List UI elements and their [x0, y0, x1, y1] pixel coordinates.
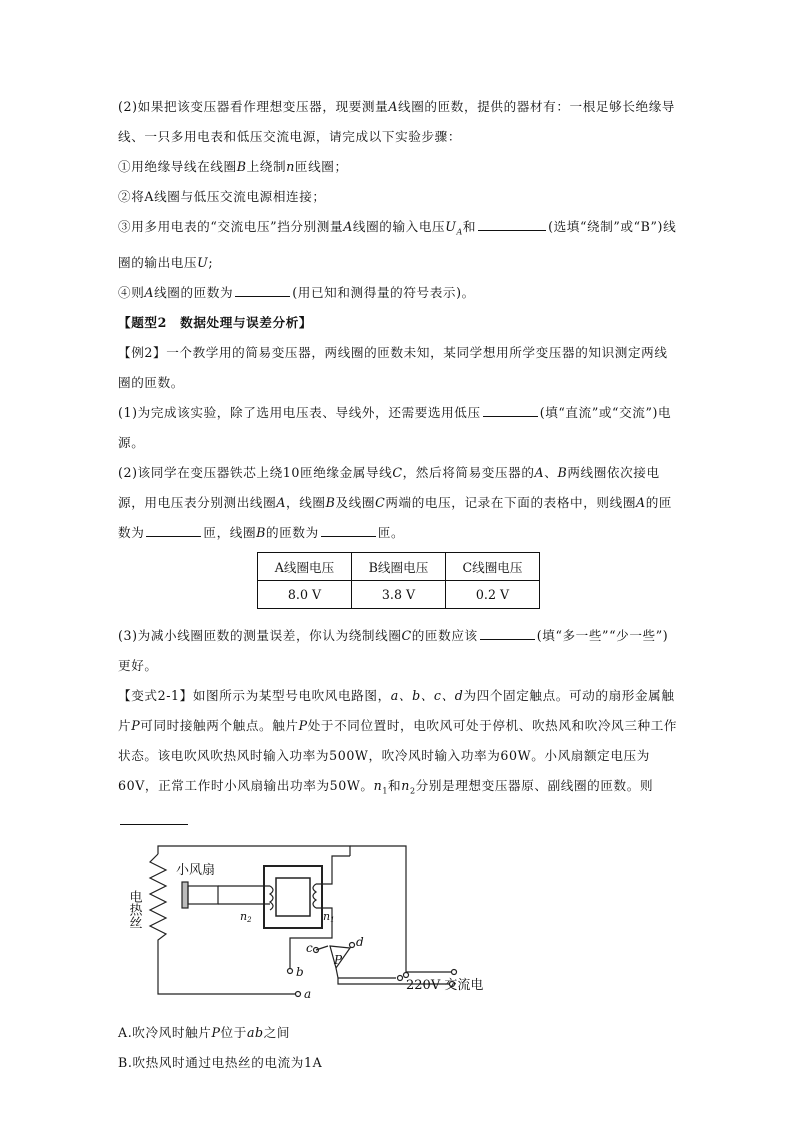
contact-b-label: b: [296, 965, 304, 980]
terminal: [296, 992, 301, 997]
table-cell: 3.8 V: [352, 580, 446, 608]
example-2-intro: 【例2】一个教学用的简易变压器，两线圈的匝数未知，某同学想用所学变压器的知识测定两线圈的匝数。: [118, 344, 668, 390]
step-1: ①用绝缘导线在线圈B上绕制n匝线圈；: [118, 159, 348, 174]
wire: [158, 846, 350, 856]
answer-blank[interactable]: [483, 404, 538, 417]
slider-p-label: P: [334, 953, 343, 968]
document-page: [118, 92, 678, 1078]
primary-coil: [313, 884, 316, 908]
example-2-q2: (2)该同学在变压器铁芯上绕10匝绝缘金属导线C，然后将简易变压器的A、B两线圈依次接电源，用电压表分别测出线圈A，线圈B及线圈C两端的电压，记录在下面的表格中，则线圈A的匝数为 匝，线圈B的匝数为 匝。: [118, 464, 673, 540]
transformer-core-window: [276, 878, 310, 916]
option-b[interactable]: B.吹热风时通过电热丝的电流为1A: [118, 1055, 323, 1071]
table-header-cell: A线圈电压: [258, 552, 352, 580]
answer-blank[interactable]: [480, 627, 535, 640]
answer-blank[interactable]: [478, 218, 546, 231]
table-row: [258, 580, 540, 608]
answer-blank[interactable]: [321, 524, 376, 537]
table-cell: 8.0 V: [258, 580, 352, 608]
n1-label: n1: [323, 910, 335, 925]
table-header-cell: B线圈电压: [352, 552, 446, 580]
step-2: ②将A线圈与低压交流电源相连接；: [118, 189, 326, 204]
step-3: ③用多用电表的“交流电压”挡分别测量A线圈的输入电压$U_A$和 (选填“绕制”或“B”)线圈的输出电压U;: [118, 219, 677, 270]
example-2-q1: (1)为完成该实验，除了选用电压表、导线外，还需要选用低压 (填“直流”或“交流”)电源。: [118, 404, 672, 450]
answer-blank[interactable]: [146, 524, 201, 537]
table-header-row: [258, 552, 540, 580]
answer-blank[interactable]: [120, 812, 188, 825]
terminal: [288, 969, 293, 974]
n2-label: n2: [240, 910, 252, 925]
fan-blade: [182, 882, 188, 908]
variant-2-1: 【变式2-1】如图所示为某型号电吹风电路图，a、b、c、d为四个固定触点。可动的扇形金属触片P可同时接触两个触点。触片P处于不同位置时，电吹风可处于停机、吹热风和吹冷风三种工作状态。该电吹风吹热风时输入功率为500W，吹冷风时输入功率为60W。小风扇额定电压为60V，正常工作时小风扇输出功率为50W。$n_1$和$n_2$分别是理想变压器原、副线圈的匝数。则: [118, 681, 678, 837]
terminal: [350, 943, 355, 948]
voltage-table: [257, 552, 540, 609]
step-4: ④则A线圈的匝数为 (用已知和测得量的符号表示)。: [118, 284, 475, 300]
wire: [336, 968, 338, 978]
wire: [350, 846, 406, 972]
option-a[interactable]: A.吹冷风时触片P位于ab之间: [118, 1025, 291, 1041]
answer-blank[interactable]: [235, 284, 290, 297]
terminal: [404, 973, 409, 978]
terminal: [452, 970, 457, 975]
table-cell: 0.2 V: [446, 580, 540, 608]
example-2-q3: (3)为减小线圈匝数的测量误差，你认为绕制线圈C的匝数应该 (填“多一些”“少一些”)更好。: [118, 627, 669, 673]
fan-motor: [188, 886, 218, 904]
secondary-coil: [270, 886, 273, 910]
table-header-cell: C线圈电压: [446, 552, 540, 580]
contact-c-label: c: [306, 941, 313, 956]
type2-heading: 【题型2 数据处理与误差分析】: [118, 314, 313, 330]
supply-label: 220V 交流电: [406, 978, 484, 994]
terminal: [398, 976, 403, 981]
q2-intro: (2)如果把该变压器看作理想变压器，现要测量A线圈的匝数，提供的器材有：一根足够长绝缘导线、一只多用电表和低压交流电源，请完成以下实验步骤：: [118, 99, 676, 144]
fan-label: 小风扇: [176, 863, 216, 879]
contact-d-label: d: [356, 935, 364, 950]
hair-dryer-circuit-diagram: [120, 844, 500, 1014]
contact-a-label: a: [304, 987, 312, 1002]
heater-element: [150, 854, 296, 994]
heater-label: 电热丝: [126, 890, 142, 930]
